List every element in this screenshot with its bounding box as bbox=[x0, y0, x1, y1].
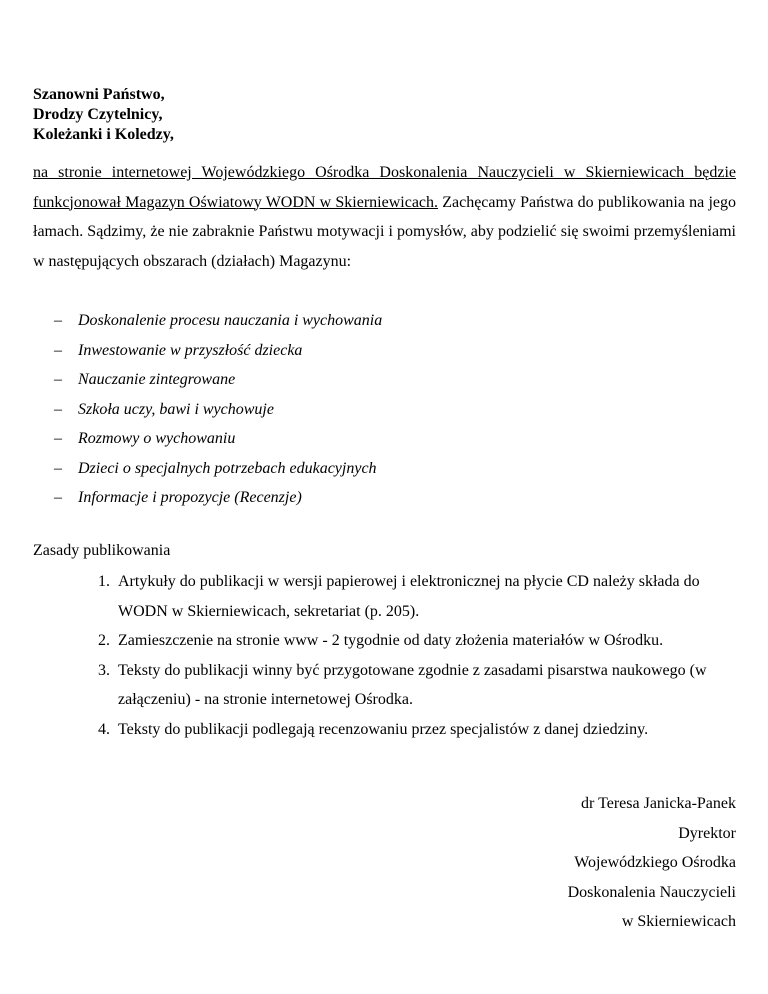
dash-bullet: – bbox=[54, 312, 62, 329]
item-number: 2. bbox=[98, 632, 110, 649]
item-text: Zamieszczenie na stronie www - 2 tygodnie od daty złożenia materiałów w Ośrodku. bbox=[118, 632, 664, 649]
item-text: Teksty do publikacji podlegają recenzowaniu przez specjalistów z danej dziedziny. bbox=[118, 720, 649, 738]
list-item-text: Doskonalenie procesu nauczania i wychowania bbox=[78, 312, 383, 329]
magazine-link[interactable]: na stronie internetowej Wojewódzkiego Ośrodka Doskonalenia Nauczycieli w Skierniewicach będzie funkcjonował Magazyn Oświatowy WODN w Skierniewicach. bbox=[33, 164, 736, 211]
list-item bbox=[54, 424, 382, 454]
numbered-item bbox=[98, 656, 738, 715]
dash-bullet: – bbox=[54, 400, 62, 418]
dash-bullet: – bbox=[54, 341, 62, 359]
list-item bbox=[54, 454, 382, 484]
signer-org-line: Doskonalenia Nauczycieli bbox=[567, 883, 736, 901]
greeting bbox=[33, 85, 174, 145]
list-item-text: Nauczanie zintegrowane bbox=[78, 371, 236, 388]
greeting-line: Szanowni Państwo, bbox=[33, 86, 165, 103]
signer-role: Dyrektor bbox=[678, 824, 736, 842]
item-number: 3. bbox=[98, 661, 110, 679]
list-item-text: Rozmowy o wychowaniu bbox=[78, 430, 236, 447]
list-item bbox=[54, 336, 382, 366]
dash-bullet: – bbox=[54, 489, 62, 506]
dash-bullet: – bbox=[54, 430, 62, 447]
intro-paragraph bbox=[33, 158, 736, 276]
item-number: 4. bbox=[98, 720, 110, 738]
list-item bbox=[54, 483, 382, 513]
item-number: 1. bbox=[98, 573, 110, 590]
dash-bullet: – bbox=[54, 459, 62, 477]
list-item-text: Dzieci o specjalnych potrzebach edukacyjnych bbox=[78, 459, 377, 477]
item-text: Artykuły do publikacji w wersji papierowej i elektronicznej na płycie CD należy składa do WODN w Skierniewicach, sekretariat (p. 205). bbox=[118, 573, 700, 620]
magazine-sections-list bbox=[54, 306, 382, 513]
list-item-text: Informacje i propozycje (Recenzje) bbox=[78, 489, 302, 506]
greeting-line: Koleżanki i Koledzy, bbox=[33, 126, 174, 143]
list-item-text: Inwestowanie w przyszłość dziecka bbox=[78, 341, 303, 359]
signature-block bbox=[568, 789, 736, 937]
signer-name: dr Teresa Janicka-Panek bbox=[581, 795, 736, 812]
signer-org-line: w Skierniewicach bbox=[621, 913, 736, 930]
publishing-rules-list bbox=[98, 567, 738, 744]
item-text: Teksty do publikacji winny być przygotowane zgodnie z zasadami pisarstwa naukowego (w załączeniu) - na stronie internetowej Ośrodka. bbox=[118, 661, 707, 708]
signer-org-line: Wojewódzkiego Ośrodka bbox=[574, 854, 736, 871]
intro-text: Zachęcamy Państwa do publikowania na jego łamach. Sądzimy, że nie zabraknie Państwu motywacji i pomysłów, aby podzielić się swoimi przemyśleniami w następujących obszarach (działach) Magazynu: bbox=[33, 193, 737, 270]
greeting-line: Drodzy Czytelnicy, bbox=[33, 106, 163, 123]
list-item bbox=[54, 365, 382, 395]
dash-bullet: – bbox=[54, 371, 62, 388]
numbered-item bbox=[98, 567, 738, 626]
list-item-text: Szkoła uczy, bawi i wychowuje bbox=[78, 400, 274, 418]
list-item bbox=[54, 395, 382, 425]
numbered-item bbox=[98, 626, 738, 656]
list-item bbox=[54, 306, 382, 336]
numbered-item bbox=[98, 715, 738, 745]
rules-heading: Zasady publikowania bbox=[33, 542, 171, 559]
